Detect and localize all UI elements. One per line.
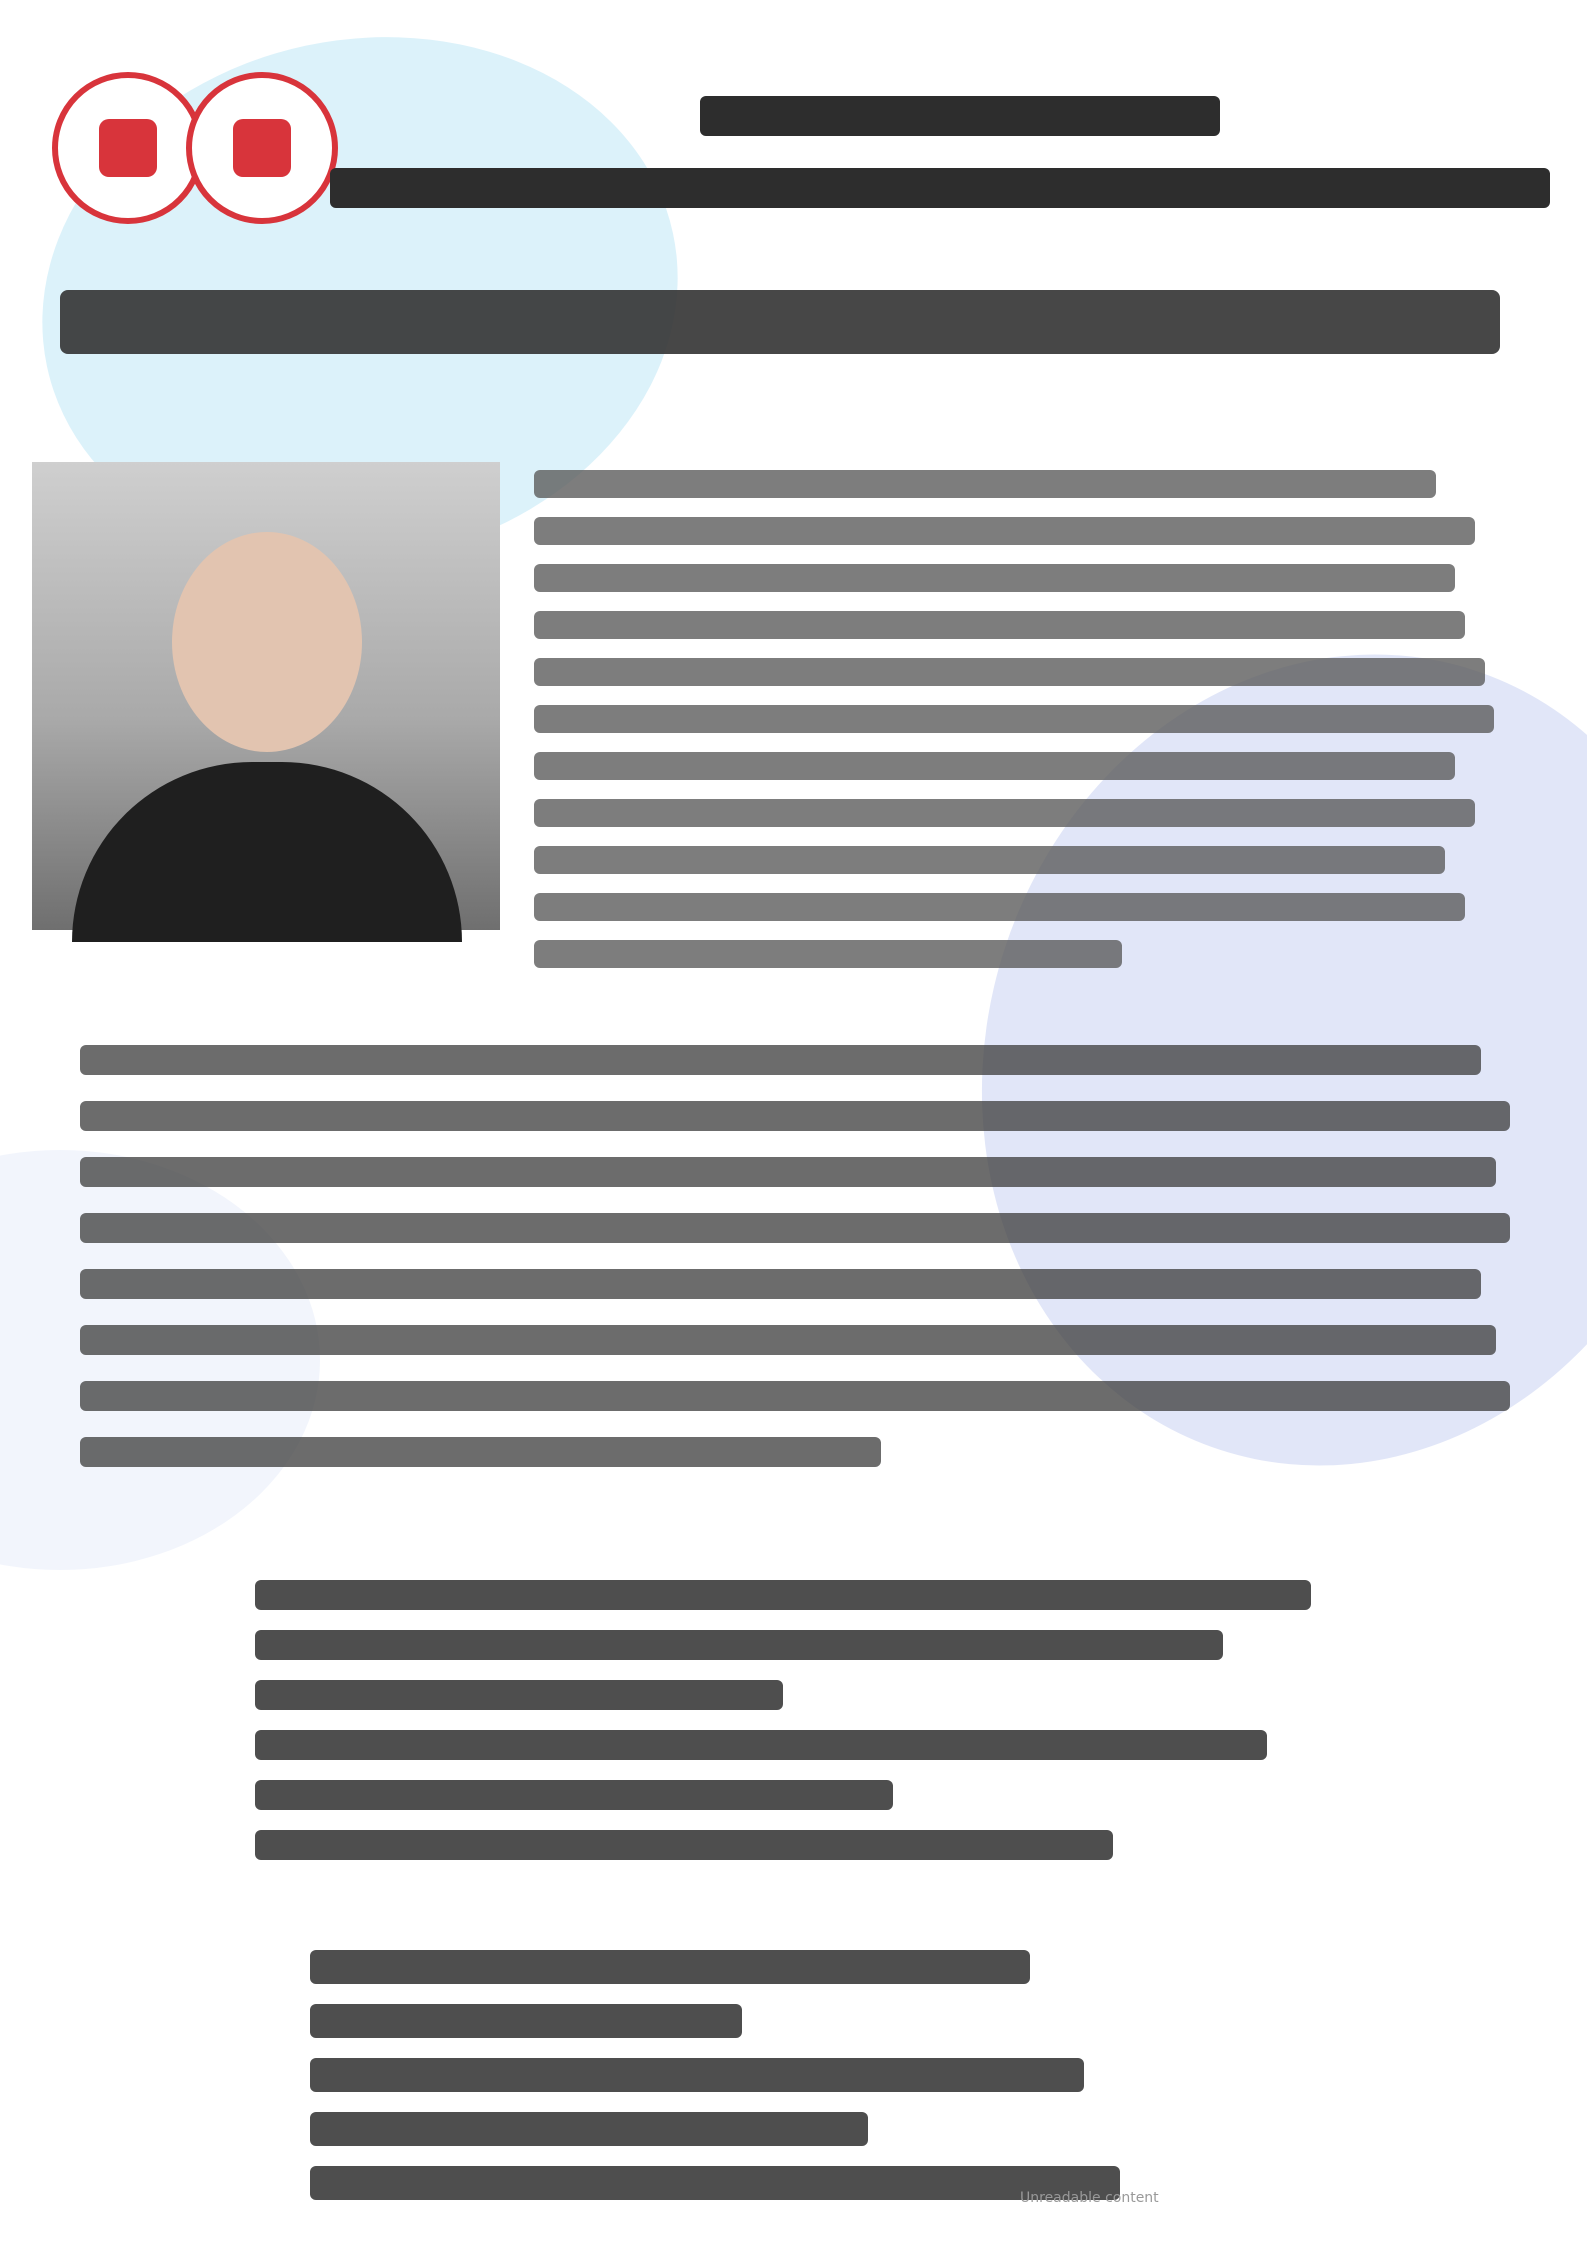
abstract-text [80,1045,1510,1493]
speaker-photo [32,462,500,930]
placeholder-note: Unreadable content [1020,2190,1159,2206]
roles-list [255,1580,1355,1880]
logo-left [52,72,204,224]
bio-text [534,470,1514,987]
header-line-1 [700,96,1220,136]
logo-right [186,72,338,224]
title [60,290,1500,354]
header-line-2 [330,168,1550,208]
event-details [310,1950,1210,2220]
